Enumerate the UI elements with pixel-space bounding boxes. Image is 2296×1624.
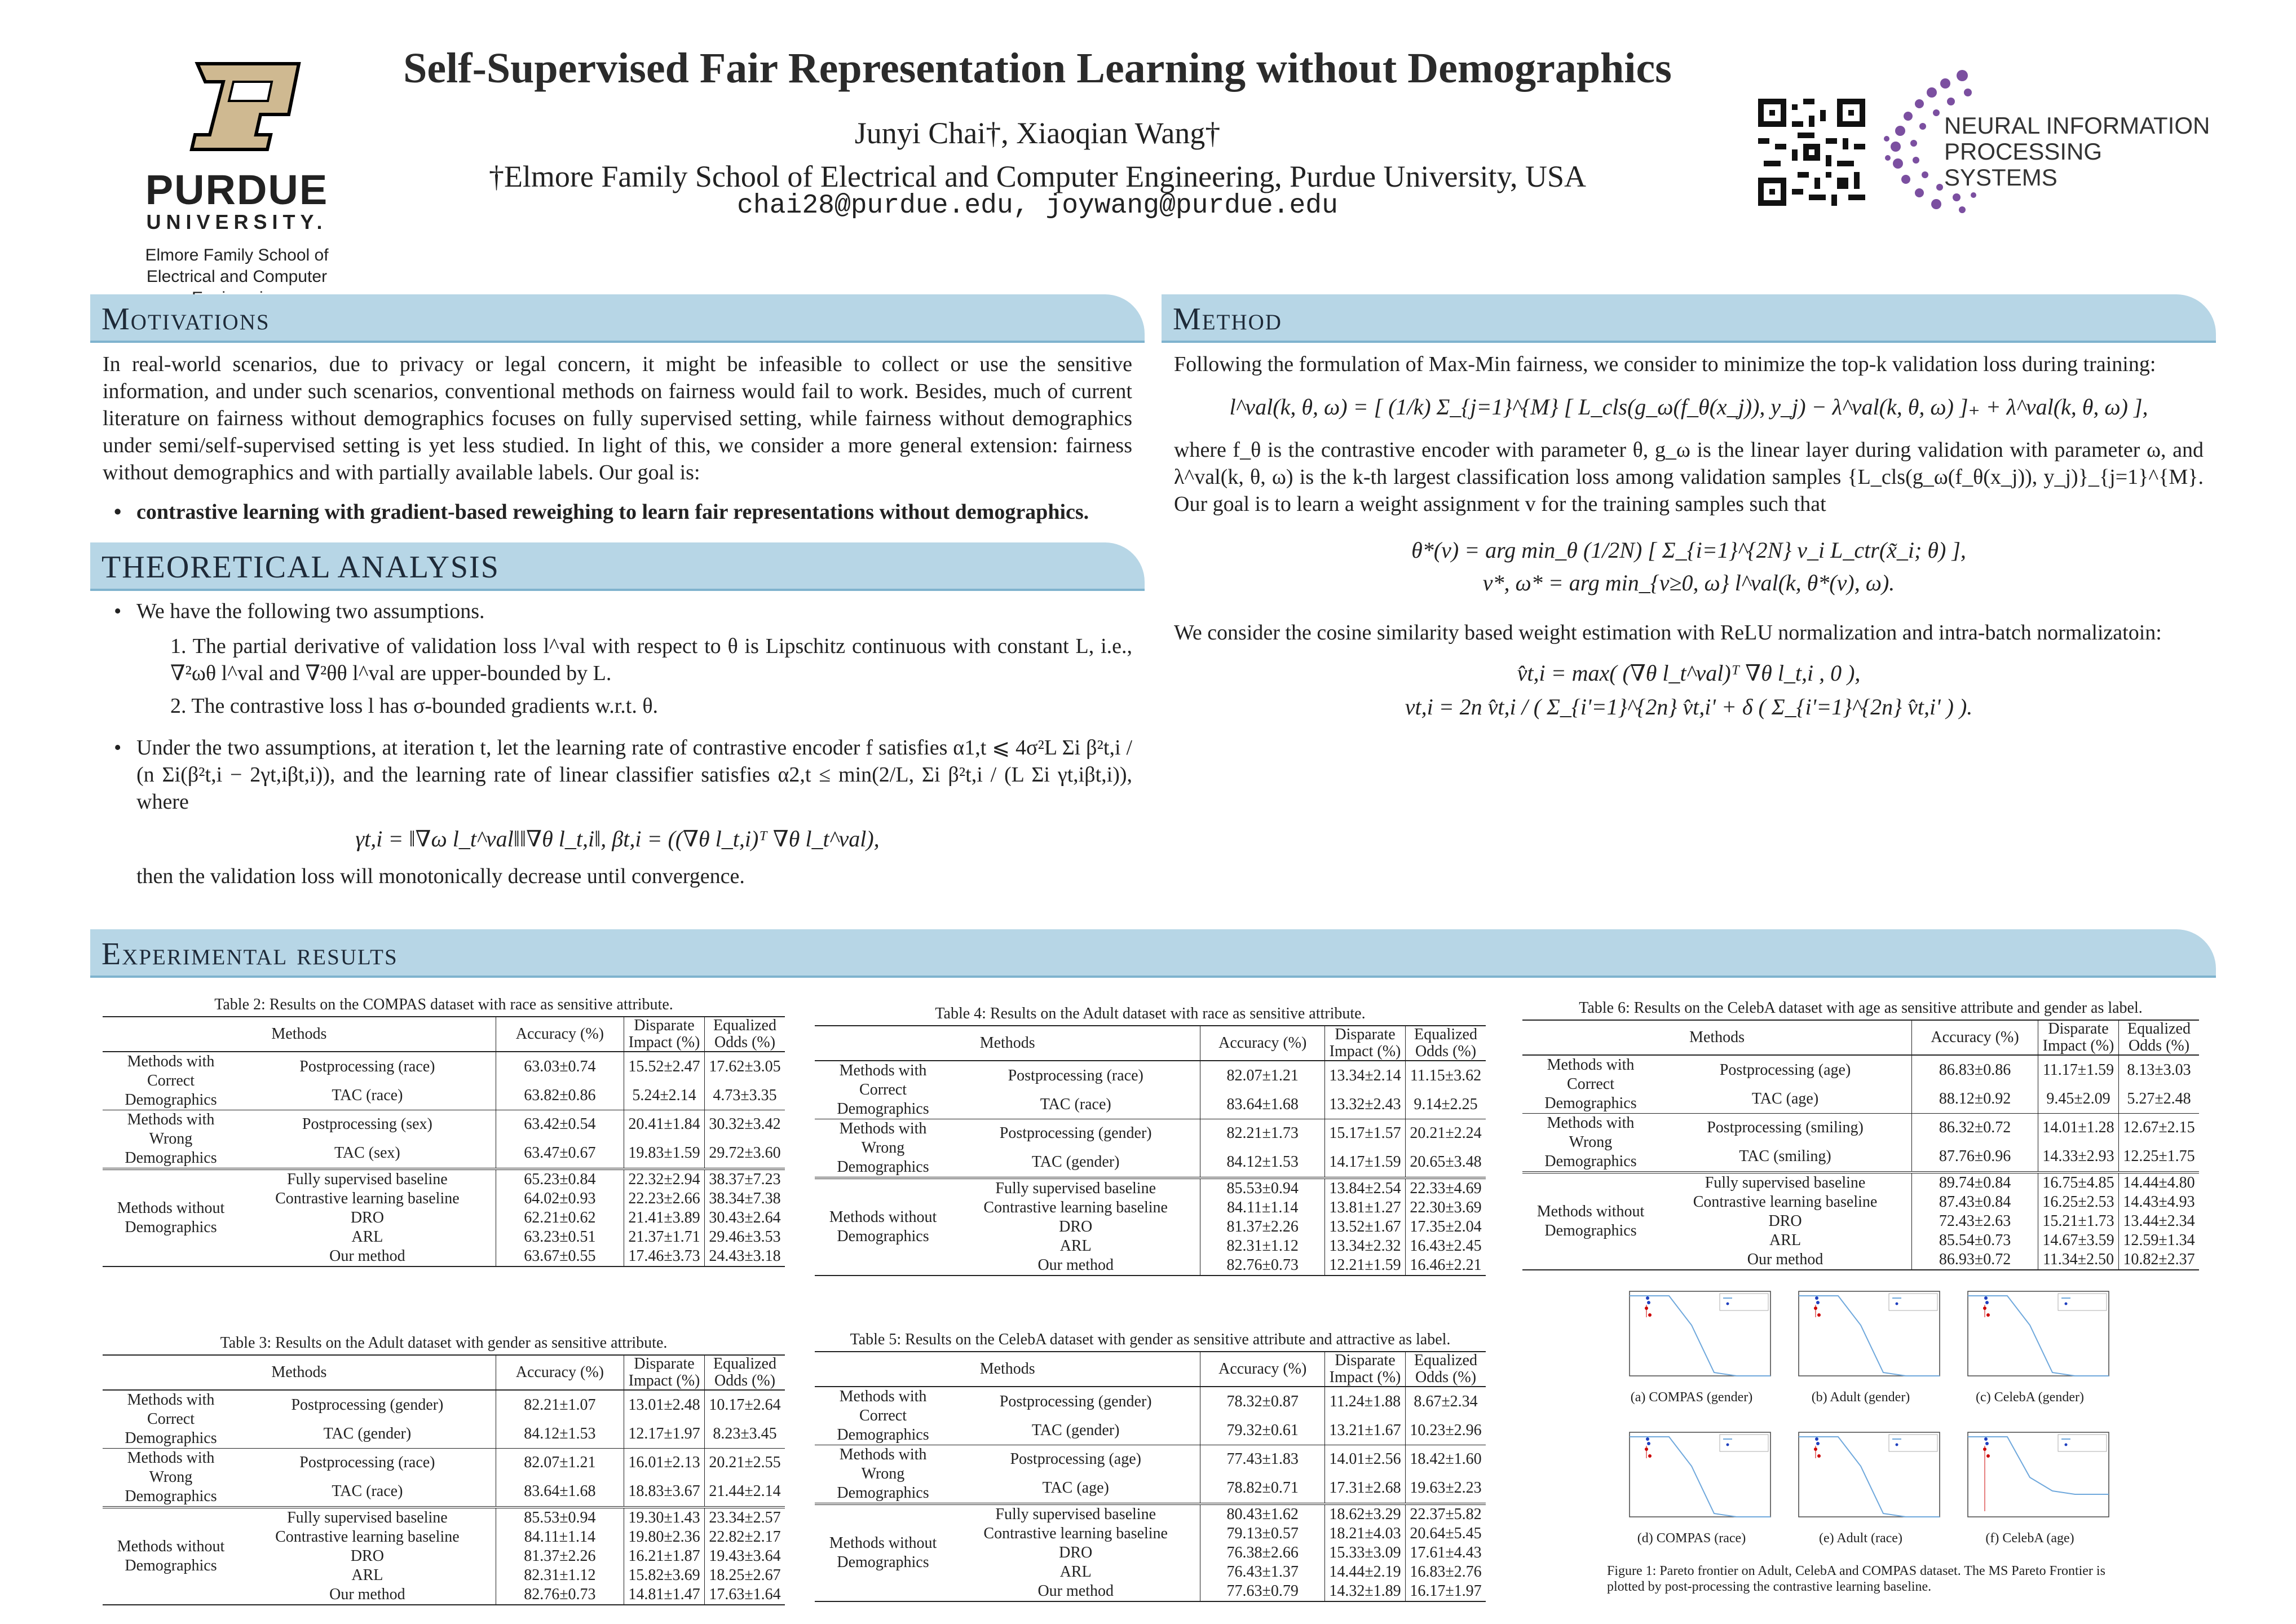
metric-cell: 16.83±2.76 <box>1410 1563 1482 1581</box>
metric-cell: 62.21±0.62 <box>496 1208 624 1228</box>
metric-cell: 63.23±0.51 <box>496 1228 624 1247</box>
metric-cell: 85.53±0.94 <box>496 1507 624 1528</box>
table-row <box>1522 1172 2199 1193</box>
method-name: TAC (gender) <box>951 1148 1200 1178</box>
metric-cell: 20.41±1.84 <box>624 1110 705 1139</box>
table-caption: Table 6: Results on the CelebA dataset with age as sensitive attribute and gender as label. <box>1579 999 2143 1017</box>
method-name: ARL <box>951 1237 1200 1256</box>
table-row <box>815 1119 1486 1148</box>
poster-emails: chai28@purdue.edu, joywang@purdue.edu <box>737 191 1338 221</box>
col-header: Equalized Odds (%) <box>1406 1352 1486 1387</box>
metric-cell: 86.83±0.86 <box>1912 1055 2038 1084</box>
results-table-2 <box>103 996 785 1267</box>
metric-cell: 19.63±2.23 <box>1410 1479 1482 1497</box>
method-header-bar <box>1162 294 2216 341</box>
metric-cell: 10.17±2.64 <box>709 1396 781 1414</box>
metric-cell: 86.32±0.72 <box>1912 1114 2038 1142</box>
group-label: Methods with Correct Demographics <box>837 1388 929 1444</box>
metric-cell: 22.23±2.66 <box>624 1189 705 1208</box>
metric-cell: 29.72±3.60 <box>709 1144 781 1162</box>
col-header: Equalized Odds (%) <box>705 1355 785 1390</box>
method-name: ARL <box>239 1566 496 1585</box>
method-eq5: vt,i = 2n v̂t,i / ( Σ_{i'=1}^{2n} v̂t,i' + δ ( Σ_{i'=1}^{2n} v̂t,i' ) ). <box>1405 694 1973 720</box>
col-header: Methods <box>815 1026 1200 1061</box>
metric-cell: 88.12±0.92 <box>1912 1084 2038 1113</box>
metric-cell: 15.17±1.57 <box>1325 1119 1406 1148</box>
col-header: Disparate Impact (%) <box>624 1017 705 1052</box>
group-label: Methods with Wrong Demographics <box>103 1110 239 1170</box>
metric-cell: 18.83±3.67 <box>624 1477 705 1507</box>
metric-cell: 19.43±3.64 <box>709 1547 781 1565</box>
method-name: Postprocessing (age) <box>951 1445 1200 1474</box>
metric-cell: 82.07±1.21 <box>1200 1061 1325 1090</box>
results-table-5 <box>815 1331 1486 1602</box>
table-row <box>815 1387 1486 1416</box>
method-name: TAC (age) <box>951 1474 1200 1504</box>
method-name: DRO <box>239 1547 496 1566</box>
metric-cell: 9.14±2.25 <box>1414 1095 1478 1113</box>
col-header: Disparate Impact (%) <box>2038 1020 2119 1055</box>
metric-cell: 16.46±2.21 <box>1406 1256 1486 1276</box>
metric-cell: 81.37±2.26 <box>496 1547 624 1566</box>
group-label: Methods without Demographics <box>815 1504 951 1601</box>
metric-cell: 84.11±1.14 <box>1200 1198 1325 1217</box>
metric-cell: 76.38±2.66 <box>1200 1543 1325 1563</box>
metric-cell: 18.25±2.67 <box>709 1566 781 1584</box>
method-name: ARL <box>951 1563 1200 1582</box>
col-header: Methods <box>103 1017 496 1052</box>
method-name: Postprocessing (smiling) <box>1659 1114 1912 1142</box>
metric-cell: 4.73±3.35 <box>713 1086 777 1104</box>
method-p3: We consider the cosine similarity based weight estimation with ReLU normalization and intra-batch normalizatoin: <box>1174 621 2162 645</box>
method-eq2: θ*(v) = arg min_θ (1/2N) [ Σ_{i=1}^{2N} v_i L_ctr(x̃_i; θ) ], <box>1411 537 1966 563</box>
metric-cell: 22.32±2.94 <box>624 1169 705 1189</box>
table-row <box>1522 1055 2199 1084</box>
method-name: DRO <box>951 1217 1200 1237</box>
metric-cell: 17.31±2.68 <box>1325 1474 1406 1504</box>
pareto-subplot <box>1776 1427 1945 1556</box>
metric-cell: 12.67±2.15 <box>2119 1114 2200 1142</box>
pareto-plot <box>1607 1286 1776 1387</box>
metric-cell: 11.24±1.88 <box>1325 1387 1406 1416</box>
pareto-plot <box>1776 1427 1945 1528</box>
table-row <box>103 1169 785 1189</box>
table-caption: Table 4: Results on the Adult dataset with race as sensitive attribute. <box>935 1005 1366 1022</box>
metric-cell: 12.59±1.34 <box>2123 1232 2195 1249</box>
purdue-p-mark <box>113 59 361 172</box>
method-name: Our method <box>951 1256 1200 1276</box>
pareto-subplot <box>1776 1286 1945 1415</box>
metric-cell: 19.30±1.43 <box>624 1507 705 1528</box>
metric-cell: 72.43±2.63 <box>1912 1212 2038 1231</box>
metric-cell: 16.43±2.45 <box>1410 1237 1482 1255</box>
metric-cell: 10.82±2.37 <box>2119 1250 2200 1270</box>
method-name: Fully supervised baseline <box>239 1169 496 1189</box>
metric-cell: 14.01±2.56 <box>1325 1445 1406 1474</box>
purdue-wordmark: PURDUE <box>145 166 329 213</box>
method-eq1: l^val(k, θ, ω) = [ (1/k) Σ_{j=1}^{M} [ L_cls(g_ω(f_θ(x_j)), y_j) − λ^val(k, θ, ω) ]₊ + λ^val(k, θ, ω) ], <box>1229 394 2148 420</box>
pareto-plot <box>1607 1427 1776 1528</box>
method-name: Contrastive learning baseline <box>239 1189 496 1208</box>
metric-cell: 17.62±3.05 <box>709 1057 781 1075</box>
metric-cell: 18.42±1.60 <box>1406 1445 1486 1474</box>
col-header: Disparate Impact (%) <box>624 1355 705 1390</box>
col-header: Accuracy (%) <box>1200 1352 1325 1387</box>
metric-cell: 16.01±2.13 <box>624 1449 705 1477</box>
theory-panel <box>90 542 1145 915</box>
metric-cell: 77.43±1.83 <box>1200 1445 1325 1474</box>
theory-title: THEORETICAL ANALYSIS <box>101 550 500 585</box>
pareto-subplot <box>1945 1427 2114 1556</box>
group-label: Methods with Wrong Demographics <box>103 1449 239 1508</box>
pareto-plot <box>1776 1286 1945 1387</box>
col-header: Accuracy (%) <box>1912 1020 2038 1055</box>
assumption-2: 2. The contrastive loss l has σ-bounded gradients w.r.t. θ. <box>170 694 659 718</box>
metric-cell: 14.44±4.80 <box>2119 1172 2200 1193</box>
method-eq3: v*, ω* = arg min_{v≥0, ω} l^val(k, θ*(v), ω). <box>1482 570 1895 595</box>
metric-cell: 19.83±1.59 <box>624 1139 705 1169</box>
metric-cell: 82.21±1.73 <box>1200 1119 1325 1148</box>
metric-cell: 22.37±5.82 <box>1406 1504 1486 1524</box>
col-header: Accuracy (%) <box>496 1355 624 1390</box>
metric-cell: 30.43±2.64 <box>709 1209 781 1226</box>
metric-cell: 78.82±0.71 <box>1200 1474 1325 1504</box>
results-table-4 <box>815 1005 1486 1276</box>
group-label: Methods without Demographics <box>815 1178 951 1276</box>
metric-cell: 16.17±1.97 <box>1406 1582 1486 1601</box>
metric-cell: 22.82±2.17 <box>709 1528 781 1546</box>
pareto-subplot <box>1607 1427 1776 1556</box>
method-name: Postprocessing (race) <box>239 1449 496 1477</box>
method-name: Postprocessing (gender) <box>951 1119 1200 1148</box>
metric-cell: 17.46±3.73 <box>624 1247 705 1266</box>
neurips-line2: PROCESSING SYSTEMS <box>1944 138 2103 191</box>
method-name: Postprocessing (gender) <box>239 1390 496 1419</box>
poster-title: Self-Supervised Fair Representation Learning without Demographics <box>403 45 1672 92</box>
col-header: Accuracy (%) <box>1200 1026 1325 1061</box>
method-name: ARL <box>239 1228 496 1247</box>
col-header: Methods <box>1522 1020 1912 1055</box>
metric-cell: 63.47±0.67 <box>496 1139 624 1169</box>
pareto-plot <box>1945 1286 2114 1387</box>
method-name: Fully supervised baseline <box>239 1507 496 1528</box>
metric-cell: 14.17±1.59 <box>1325 1148 1406 1178</box>
metric-cell: 13.21±1.67 <box>1325 1416 1406 1445</box>
metric-cell: 64.02±0.93 <box>496 1189 624 1208</box>
metric-cell: 20.21±2.55 <box>705 1449 785 1477</box>
assumption-1: 1. The partial derivative of validation loss l^val with respect to θ is Lipschitz continuous with constant L, i.e., ∇²ωθ l^val and ∇²θθ l^val are upper-bounded by L. <box>170 634 1132 685</box>
metric-cell: 65.23±0.84 <box>496 1169 624 1189</box>
col-header: Accuracy (%) <box>496 1017 624 1052</box>
metric-cell: 13.01±2.48 <box>624 1390 705 1419</box>
subplot-caption: (b) Adult (gender) <box>1811 1390 1910 1405</box>
method-panel <box>1162 294 2216 915</box>
method-name: TAC (smiling) <box>1659 1142 1912 1172</box>
metric-cell: 13.34±2.14 <box>1325 1061 1406 1090</box>
group-label: Methods without Demographics <box>103 1507 239 1605</box>
method-name: Fully supervised baseline <box>1659 1172 1912 1193</box>
col-header: Equalized Odds (%) <box>1406 1026 1486 1061</box>
method-name: TAC (age) <box>1659 1084 1912 1113</box>
metric-cell: 87.76±0.96 <box>1912 1142 2038 1172</box>
theory-conclusion: then the validation loss will monotonically decrease until convergence. <box>136 864 745 888</box>
method-name: Contrastive learning baseline <box>1659 1193 1912 1212</box>
metric-cell: 82.31±1.12 <box>1200 1237 1325 1256</box>
metric-cell: 12.21±1.59 <box>1325 1256 1406 1276</box>
metric-cell: 13.52±1.67 <box>1325 1217 1406 1237</box>
method-name: Our method <box>1659 1250 1912 1270</box>
metric-cell: 78.32±0.87 <box>1200 1387 1325 1416</box>
metric-cell: 38.34±7.38 <box>709 1190 781 1207</box>
metric-cell: 84.12±1.53 <box>496 1419 624 1448</box>
group-label: Methods with Correct Demographics <box>125 1053 217 1109</box>
group-label: Methods with Wrong Demographics <box>815 1119 951 1179</box>
group-label: Methods without Demographics <box>1522 1172 1659 1270</box>
metric-cell: 23.34±2.57 <box>705 1507 785 1528</box>
method-name: ARL <box>1659 1231 1912 1250</box>
metric-cell: 15.82±3.69 <box>624 1566 705 1585</box>
table-row <box>1522 1114 2199 1142</box>
metric-cell: 63.67±0.55 <box>496 1247 624 1266</box>
metric-cell: 20.65±3.48 <box>1410 1153 1482 1171</box>
metric-cell: 14.43±4.93 <box>2123 1193 2195 1211</box>
metric-cell: 76.43±1.37 <box>1200 1563 1325 1582</box>
table-row <box>815 1178 1486 1198</box>
method-name: Postprocessing (sex) <box>239 1110 496 1139</box>
method-name: Our method <box>951 1582 1200 1601</box>
theory-claim: • Under the two assumptions, at iteration t, let the learning rate of contrastive encoder f satisfies α1,t ⩽ 4σ²L Σi β²t,i / (n Σi(β²t,i − 2γt,iβt,i)), and the learning rate of linear classifier satisfies α2,t ≤ min(2/L, Σi β²t,i / (L Σi γt,iβt,i)), where <box>103 734 1132 815</box>
metric-cell: 15.52±2.47 <box>624 1052 705 1081</box>
metric-cell: 83.64±1.68 <box>496 1477 624 1507</box>
metric-cell: 5.27±2.48 <box>2127 1089 2191 1107</box>
metric-cell: 11.17±1.59 <box>2038 1055 2119 1084</box>
table-row <box>815 1445 1486 1474</box>
metric-cell: 79.32±0.61 <box>1200 1416 1325 1445</box>
table-row <box>103 1449 785 1477</box>
method-name: Postprocessing (gender) <box>951 1387 1200 1416</box>
group-label: Methods with Wrong Demographics <box>815 1445 951 1504</box>
metric-cell: 14.32±1.89 <box>1325 1582 1406 1601</box>
purdue-logo <box>113 59 361 286</box>
metric-cell: 86.93±0.72 <box>1912 1250 2038 1270</box>
col-header: Equalized Odds (%) <box>2119 1020 2200 1055</box>
metric-cell: 16.21±1.87 <box>624 1547 705 1566</box>
group-label: Methods without Demographics <box>103 1169 239 1266</box>
motivations-goal-bullet: • contrastive learning with gradient-based reweighing to learn fair representations without demographics. <box>103 498 1132 526</box>
metric-cell: 21.44±2.14 <box>709 1482 781 1501</box>
metric-cell: 12.17±1.97 <box>624 1419 705 1448</box>
metric-cell: 77.63±0.79 <box>1200 1582 1325 1601</box>
metric-cell: 83.64±1.68 <box>1200 1090 1325 1119</box>
metric-cell: 18.62±3.29 <box>1325 1504 1406 1524</box>
metric-cell: 15.21±1.73 <box>2038 1212 2119 1231</box>
method-name: Contrastive learning baseline <box>951 1198 1200 1217</box>
method-eq4: v̂t,i = max( (∇θ l_t^val)ᵀ ∇θ l_t,i , 0 ), <box>1517 660 1861 686</box>
pareto-subplot <box>1607 1286 1776 1415</box>
metric-cell: 11.34±2.50 <box>2038 1250 2119 1270</box>
results-table-3 <box>103 1334 785 1605</box>
group-label: Methods with Correct Demographics <box>837 1062 929 1118</box>
metric-cell: 19.80±2.36 <box>624 1528 705 1547</box>
metric-cell: 24.43±3.18 <box>705 1247 785 1266</box>
metric-cell: 85.54±0.73 <box>1912 1231 2038 1250</box>
method-name: DRO <box>1659 1212 1912 1231</box>
metric-cell: 14.33±2.93 <box>2038 1142 2119 1172</box>
metric-cell: 18.21±4.03 <box>1325 1524 1406 1543</box>
metric-cell: 13.32±2.43 <box>1325 1090 1406 1119</box>
group-label: Methods with Correct Demographics <box>125 1391 217 1447</box>
metric-cell: 30.32±3.42 <box>705 1110 785 1139</box>
motivations-text: In real-world scenarios, due to privacy or legal concern, it might be infeasible to collect or use the sensitive information, and under such scenarios, conventional methods on fairness would fail to work. Besides, much of current literature on fairness without demographics focuses on fully supervised setting, while fairness without demographics under semi/self-supervised setting is yet less studied. In light of this, we consider a more general extension: fairness without demographics and with partially available labels. Our goal is: <box>103 352 1132 484</box>
col-header: Equalized Odds (%) <box>705 1017 785 1052</box>
metric-cell: 8.23±3.45 <box>713 1424 777 1442</box>
method-name: Postprocessing (race) <box>951 1061 1200 1090</box>
method-name: TAC (race) <box>951 1090 1200 1119</box>
metric-cell: 79.13±0.57 <box>1200 1524 1325 1543</box>
metric-cell: 8.13±3.03 <box>2127 1061 2191 1079</box>
metric-cell: 14.81±1.47 <box>624 1585 705 1605</box>
metric-cell: 17.35±2.04 <box>1410 1218 1482 1235</box>
metric-cell: 82.21±1.07 <box>496 1390 624 1419</box>
group-label: Methods with Wrong Demographics <box>1522 1114 1659 1173</box>
purdue-school: Elmore Family School of Electrical and Computer <box>145 246 329 286</box>
metric-cell: 21.37±1.71 <box>624 1228 705 1247</box>
method-name: TAC (gender) <box>239 1419 496 1448</box>
metric-cell: 12.25±1.75 <box>2123 1148 2195 1166</box>
table-row <box>103 1110 785 1139</box>
metric-cell: 82.76±0.73 <box>1200 1256 1325 1276</box>
metric-cell: 85.53±0.94 <box>1200 1178 1325 1198</box>
metric-cell: 63.03±0.74 <box>496 1052 624 1081</box>
method-title: Method <box>1173 302 1282 337</box>
qr-code-icon[interactable] <box>1758 99 1865 206</box>
metric-cell: 9.45±2.09 <box>2038 1084 2119 1113</box>
metric-cell: 81.37±2.26 <box>1200 1217 1325 1237</box>
method-name: TAC (race) <box>239 1081 496 1110</box>
poster-affiliation: †Elmore Family School of Electrical and Computer Engineering, Purdue University, USA <box>488 160 1587 193</box>
method-name: Fully supervised baseline <box>951 1504 1200 1524</box>
method-name: Contrastive learning baseline <box>951 1524 1200 1543</box>
table-row <box>815 1061 1486 1090</box>
metric-cell: 63.42±0.54 <box>496 1110 624 1139</box>
poster-authors: Junyi Chai†, Xiaoqian Wang† <box>854 116 1221 150</box>
metric-cell: 11.15±3.62 <box>1410 1066 1482 1084</box>
neurips-line1: NEURAL INFORMATION <box>1944 112 2210 139</box>
figure-caption: Figure 1: Pareto frontier on Adult, CelebA and COMPAS dataset. The MS Pareto Frontier is plotted by post-processing the contrastive learning baseline. <box>1607 1564 2105 1594</box>
neurips-logo <box>1878 68 2216 214</box>
subplot-caption: (a) COMPAS (gender) <box>1630 1390 1753 1405</box>
method-p1: Following the formulation of Max-Min fairness, we consider to minimize the top-k validation loss during training: <box>1174 352 2156 376</box>
metric-cell: 14.01±1.28 <box>2038 1114 2119 1142</box>
metric-cell: 13.84±2.54 <box>1325 1178 1406 1198</box>
metric-cell: 87.43±0.84 <box>1912 1193 2038 1212</box>
col-header: Methods <box>103 1355 496 1390</box>
col-header: Methods <box>815 1352 1200 1387</box>
results-title: Experimental results <box>101 937 398 972</box>
results-table-6 <box>1522 999 2199 1270</box>
metric-cell: 17.63±1.64 <box>705 1585 785 1605</box>
results-header-bar <box>90 929 2216 976</box>
table-caption: Table 5: Results on the CelebA dataset with gender as sensitive attribute and attractive as label. <box>850 1331 1451 1348</box>
subplot-caption: (e) Adult (race) <box>1819 1531 1902 1546</box>
metric-cell: 16.75±4.85 <box>2038 1172 2119 1193</box>
metric-cell: 82.31±1.12 <box>496 1566 624 1585</box>
metric-cell: 8.67±2.34 <box>1414 1392 1478 1410</box>
method-name: Postprocessing (race) <box>239 1052 496 1081</box>
motivations-title: Motivations <box>101 302 270 337</box>
pareto-plot <box>1945 1427 2114 1528</box>
metric-cell: 5.24±2.14 <box>624 1081 705 1110</box>
metric-cell: 20.64±5.45 <box>1410 1525 1482 1542</box>
table-row <box>103 1052 785 1081</box>
metric-cell: 21.41±3.89 <box>624 1208 705 1228</box>
pareto-subplot <box>1945 1286 2114 1415</box>
metric-cell: 16.25±2.53 <box>2038 1193 2119 1212</box>
group-label: Methods with Correct Demographics <box>1544 1056 1637 1112</box>
metric-cell: 22.33±4.69 <box>1406 1178 1486 1198</box>
theory-intro: • We have the following two assumptions. <box>103 598 1132 625</box>
method-name: Fully supervised baseline <box>951 1178 1200 1198</box>
method-name: Our method <box>239 1247 496 1266</box>
motivations-panel <box>90 294 1145 531</box>
metric-cell: 38.37±7.23 <box>705 1169 785 1189</box>
metric-cell: 14.67±3.59 <box>2038 1231 2119 1250</box>
metric-cell: 17.61±4.43 <box>1410 1544 1482 1561</box>
col-header: Disparate Impact (%) <box>1325 1352 1406 1387</box>
metric-cell: 20.21±2.24 <box>1406 1119 1486 1148</box>
metric-cell: 80.43±1.62 <box>1200 1504 1325 1524</box>
table-row <box>103 1507 785 1528</box>
subplot-caption: (c) CelebA (gender) <box>1976 1390 2084 1405</box>
metric-cell: 89.74±0.84 <box>1912 1172 2038 1193</box>
method-name: TAC (gender) <box>951 1416 1200 1445</box>
method-name: Our method <box>239 1585 496 1605</box>
metric-cell: 84.12±1.53 <box>1200 1148 1325 1178</box>
metric-cell: 22.30±3.69 <box>1410 1199 1482 1216</box>
method-p2: where f_θ is the contrastive encoder with parameter θ, g_ω is the linear layer during validation with parameter ω, and λ^val(k, θ, ω) is the k-th largest classification loss among validation samples {L_cls(g_ω(f_θ(x_j)), y_j)}_{j=1}^{M}. Our goal is to learn a weight assignment v for the training samples such that <box>1174 438 2204 516</box>
metric-cell: 29.46±3.53 <box>709 1228 781 1246</box>
metric-cell: 63.82±0.86 <box>496 1081 624 1110</box>
method-name: TAC (race) <box>239 1477 496 1507</box>
metric-cell: 82.76±0.73 <box>496 1585 624 1605</box>
purdue-sub: UNIVERSITY. <box>146 210 328 233</box>
method-name: Postprocessing (age) <box>1659 1055 1912 1084</box>
metric-cell: 13.44±2.34 <box>2123 1212 2195 1230</box>
col-header: Disparate Impact (%) <box>1325 1026 1406 1061</box>
metric-cell: 10.23±2.96 <box>1410 1421 1482 1439</box>
subplot-caption: (d) COMPAS (race) <box>1637 1531 1746 1546</box>
subplot-caption: (f) CelebA (age) <box>1985 1531 2074 1546</box>
method-name: TAC (sex) <box>239 1139 496 1169</box>
metric-cell: 13.34±2.32 <box>1325 1237 1406 1256</box>
metric-cell: 14.44±2.19 <box>1325 1563 1406 1582</box>
theory-equation: γt,i = ‖∇ω l_t^val‖‖∇θ l_t,i‖, βt,i = ((∇θ l_t,i)ᵀ ∇θ l_t^val), <box>355 826 880 851</box>
method-name: Contrastive learning baseline <box>239 1528 496 1547</box>
metric-cell: 15.33±3.09 <box>1325 1543 1406 1563</box>
table-row <box>815 1504 1486 1524</box>
metric-cell: 82.07±1.21 <box>496 1449 624 1477</box>
table-row <box>103 1390 785 1419</box>
metric-cell: 13.81±1.27 <box>1325 1198 1406 1217</box>
method-name: DRO <box>239 1208 496 1228</box>
table-caption: Table 3: Results on the Adult dataset with gender as sensitive attribute. <box>220 1334 668 1352</box>
table-caption: Table 2: Results on the COMPAS dataset with race as sensitive attribute. <box>214 996 673 1013</box>
metric-cell: 84.11±1.14 <box>496 1528 624 1547</box>
method-name: DRO <box>951 1543 1200 1563</box>
